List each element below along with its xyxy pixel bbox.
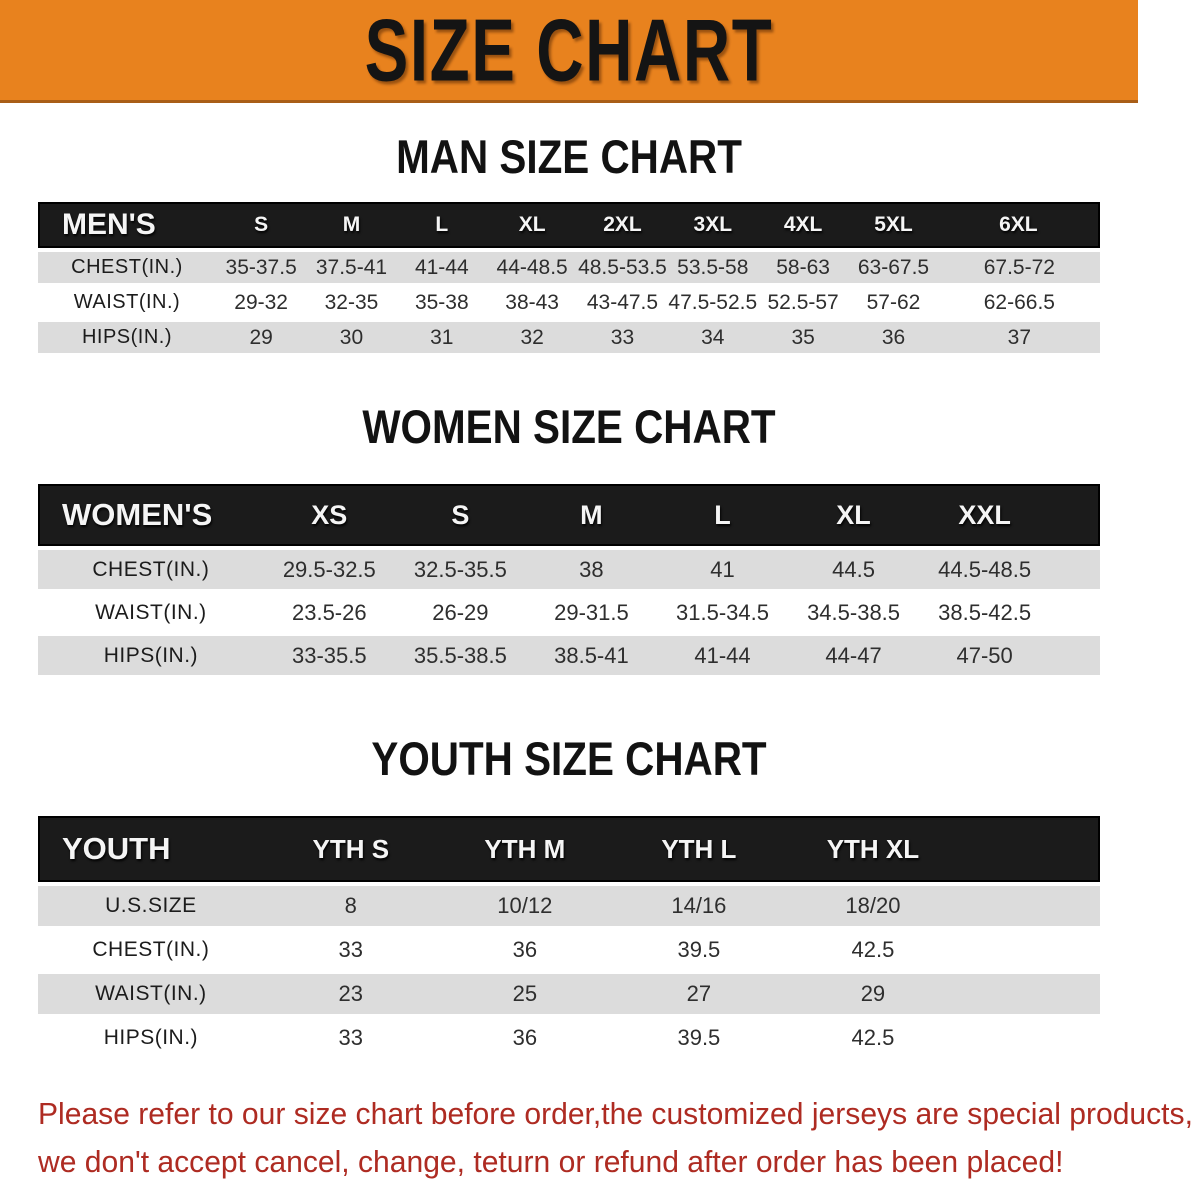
- measurement-value: 44-47: [825, 642, 882, 668]
- measurement-value: 44.5-48.5: [938, 556, 1032, 582]
- row-label: U.S.SIZE: [105, 894, 197, 917]
- youth-section-heading: YOUTH SIZE CHART: [371, 732, 767, 785]
- measurement-value: 39.5: [677, 937, 721, 962]
- size-column-header: 2XL: [577, 202, 667, 248]
- table-corner-label: YOUTH: [38, 816, 264, 882]
- measurement-row: [38, 322, 1100, 353]
- measurement-value: 67.5-72: [983, 255, 1055, 279]
- measurement-value: 35.5-38.5: [413, 642, 507, 668]
- row-label: HIPS(IN.): [103, 643, 199, 667]
- size-header-row: [38, 484, 1100, 546]
- measurement-value: 33: [338, 937, 364, 962]
- measurement-value: 44-48.5: [496, 255, 568, 279]
- measurement-value: 41-44: [694, 642, 751, 668]
- size-column-header: 5XL: [848, 202, 938, 248]
- row-spacer-cell: [960, 1018, 1100, 1058]
- womens-section: [0, 399, 1138, 679]
- size-header-row: [38, 816, 1100, 882]
- womens-table-wrap: [0, 480, 1138, 679]
- youth-table-wrap: [0, 812, 1138, 1062]
- row-spacer-cell: [960, 930, 1100, 970]
- measurement-value: 37.5-41: [315, 255, 388, 279]
- row-spacer-cell: [1050, 593, 1100, 632]
- measurement-value: 34.5-38.5: [807, 599, 901, 625]
- measurement-value: 42.5: [851, 1025, 895, 1050]
- measurement-value: 31.5-34.5: [676, 599, 769, 625]
- measurement-value: 14/16: [671, 893, 727, 918]
- measurement-value: 33: [338, 1025, 364, 1050]
- measurement-value: 32: [520, 325, 544, 349]
- size-column-header: M: [306, 202, 396, 248]
- size-column-header: L: [397, 202, 487, 248]
- mens-section-heading: MAN SIZE CHART: [396, 130, 742, 183]
- measurement-value: 38.5-42.5: [938, 599, 1032, 625]
- measurement-value: 32.5-35.5: [413, 556, 507, 582]
- youth-size-table: [38, 812, 1100, 1062]
- measurement-value: 29-31.5: [554, 599, 629, 625]
- measurement-value: 36: [512, 937, 538, 962]
- measurement-value: 47.5-52.5: [668, 290, 758, 314]
- row-spacer-cell: [960, 886, 1100, 926]
- header-spacer-cell: [1050, 484, 1100, 546]
- measurement-value: 37: [1007, 325, 1032, 349]
- measurement-value: 38.5-41: [554, 642, 629, 668]
- measurement-value: 26-29: [432, 599, 489, 625]
- table-corner-label: WOMEN'S: [38, 484, 264, 546]
- measurement-value: 35: [791, 325, 815, 349]
- measurement-value: 25: [512, 981, 538, 1006]
- measurement-value: 38: [579, 556, 604, 582]
- mens-table-wrap: [0, 198, 1138, 357]
- measurement-value: 41-44: [414, 255, 469, 279]
- measurement-value: 23.5-26: [291, 599, 367, 625]
- header-spacer-cell: [960, 816, 1100, 882]
- measurement-row: [38, 1018, 1100, 1058]
- measurement-value: 27: [686, 981, 712, 1006]
- measurement-value: 48.5-53.5: [578, 255, 667, 279]
- measurement-value: 33: [610, 325, 635, 349]
- row-label: CHEST(IN.): [92, 938, 210, 961]
- size-column-header: YTH S: [264, 816, 438, 882]
- measurement-value: 23: [338, 981, 364, 1006]
- measurement-row: [38, 593, 1100, 632]
- disclaimer-line-2: we don't accept cancel, change, teturn or refund after order has been placed!: [38, 1144, 1064, 1179]
- size-column-header: XL: [487, 202, 577, 248]
- measurement-value: 63-67.5: [857, 255, 930, 279]
- measurement-value: 29: [249, 325, 273, 349]
- size-column-header: XL: [788, 484, 919, 546]
- size-column-header: XS: [264, 484, 395, 546]
- measurement-value: 43-47.5: [586, 290, 659, 314]
- measurement-value: 33-35.5: [291, 642, 367, 668]
- measurement-value: 62-66.5: [983, 290, 1055, 314]
- measurement-value: 52.5-57: [767, 290, 839, 314]
- banner: [0, 0, 1138, 103]
- measurement-value: 31: [430, 325, 454, 349]
- size-column-header: L: [657, 484, 788, 546]
- measurement-value: 44.5: [832, 556, 875, 582]
- measurement-value: 29.5-32.5: [282, 556, 376, 582]
- measurement-row: [38, 550, 1100, 589]
- size-header-row: [38, 202, 1100, 248]
- row-label: CHEST(IN.): [92, 557, 210, 581]
- measurement-value: 8: [344, 893, 357, 918]
- row-label: WAIST(IN.): [73, 291, 181, 313]
- disclaimer-line-1: Please refer to our size chart before order,the customized jerseys are special products,: [38, 1096, 1193, 1131]
- size-column-header: 4XL: [758, 202, 848, 248]
- size-column-header: M: [526, 484, 657, 546]
- size-column-header: 6XL: [939, 202, 1100, 248]
- row-label: WAIST(IN.): [95, 600, 207, 624]
- measurement-value: 30: [339, 325, 364, 349]
- row-label: CHEST(IN.): [71, 256, 183, 278]
- size-column-header: 3XL: [668, 202, 758, 248]
- measurement-value: 57-62: [866, 290, 921, 314]
- womens-size-table: [38, 480, 1100, 679]
- size-column-header: XXL: [919, 484, 1050, 546]
- measurement-value: 36: [512, 1025, 538, 1050]
- youth-section: [0, 731, 1138, 1062]
- size-column-header: YTH M: [438, 816, 612, 882]
- measurement-value: 36: [881, 325, 906, 349]
- measurement-row: [38, 252, 1100, 283]
- measurement-value: 47-50: [956, 642, 1013, 668]
- measurement-value: 58-63: [776, 255, 830, 279]
- row-spacer-cell: [1050, 550, 1100, 589]
- measurement-value: 29: [860, 981, 886, 1006]
- row-label: WAIST(IN.): [95, 982, 207, 1005]
- page-title: SIZE CHART: [364, 0, 774, 100]
- row-spacer-cell: [1050, 636, 1100, 675]
- womens-section-heading: WOMEN SIZE CHART: [362, 400, 776, 453]
- measurement-value: 38-43: [505, 290, 559, 314]
- row-label: HIPS(IN.): [103, 1026, 199, 1049]
- mens-size-table: [38, 198, 1100, 357]
- measurement-value: 34: [701, 325, 725, 349]
- measurement-value: 39.5: [677, 1025, 721, 1050]
- measurement-row: [38, 974, 1100, 1014]
- measurement-value: 18/20: [845, 893, 901, 918]
- measurement-row: [38, 636, 1100, 675]
- measurement-row: [38, 287, 1100, 318]
- measurement-value: 10/12: [497, 893, 553, 918]
- measurement-value: 41: [710, 556, 735, 582]
- measurement-row: [38, 886, 1100, 926]
- disclaimer: [38, 1090, 1193, 1186]
- table-corner-label: MEN'S: [38, 202, 216, 248]
- size-column-header: YTH L: [612, 816, 786, 882]
- measurement-value: 29-32: [234, 290, 288, 314]
- measurement-value: 42.5: [851, 937, 895, 962]
- mens-section: [0, 129, 1138, 357]
- row-label: HIPS(IN.): [81, 326, 173, 348]
- measurement-value: 32-35: [324, 290, 379, 314]
- size-column-header: YTH XL: [786, 816, 960, 882]
- size-column-header: S: [395, 484, 526, 546]
- measurement-value: 53.5-58: [677, 255, 749, 279]
- measurement-value: 35-37.5: [225, 255, 297, 279]
- size-column-header: S: [216, 202, 306, 248]
- row-spacer-cell: [960, 974, 1100, 1014]
- measurement-value: 35-38: [414, 290, 469, 314]
- measurement-row: [38, 930, 1100, 970]
